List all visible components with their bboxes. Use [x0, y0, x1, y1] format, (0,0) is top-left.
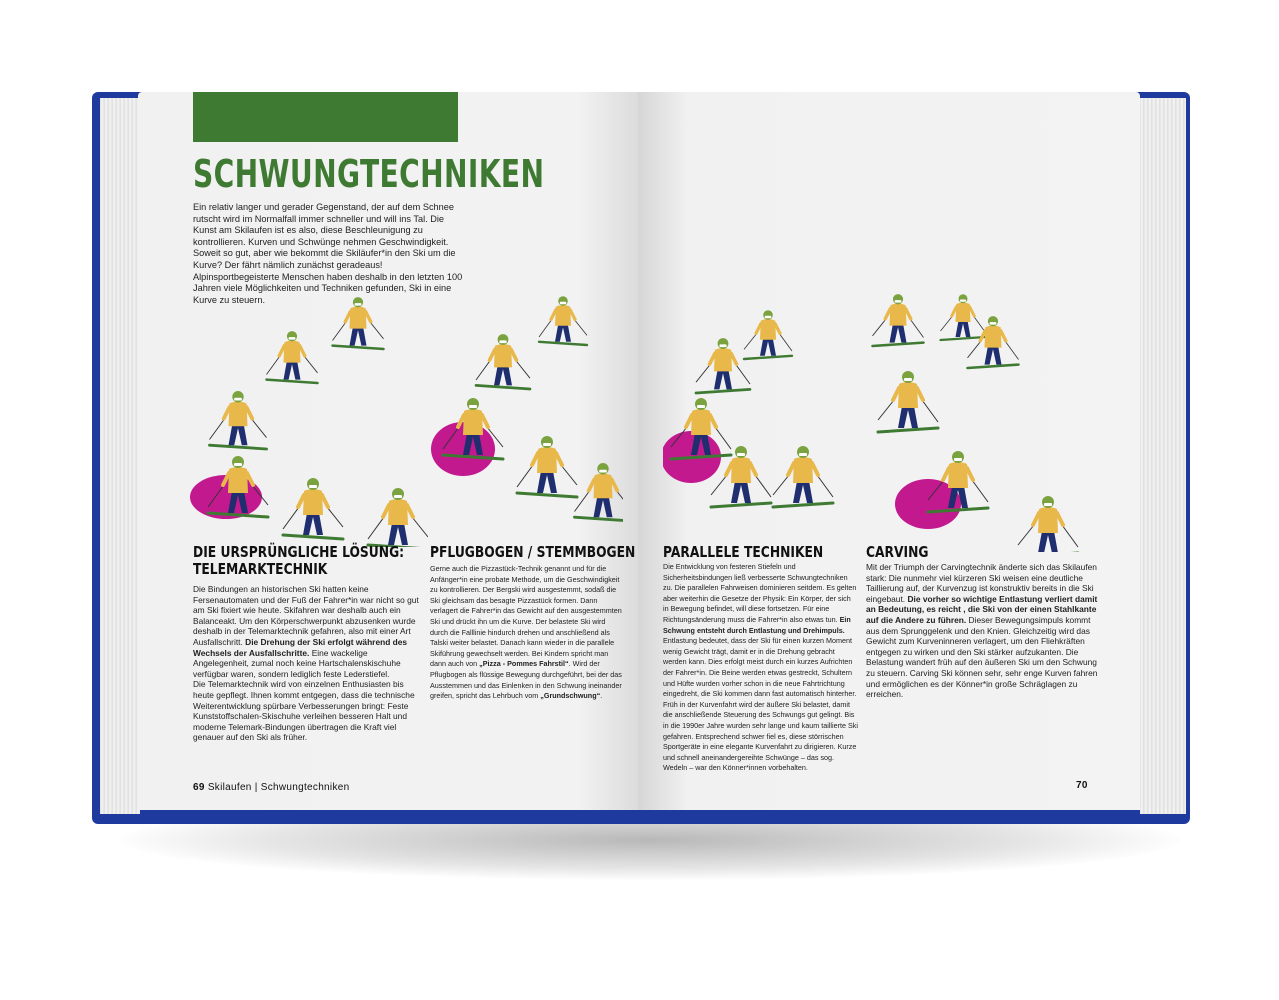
skier-figure — [283, 478, 343, 539]
skier-figure — [517, 436, 577, 497]
telemark-text: Die Bindungen an historischen Ski hatten keine Fersenautomaten und der Fuß der Fahrer*in war nicht so gut am Ski fixiert wie heute. Skifahren war deshalb auch ein Balanceakt. Um den Körperschwerpunkt abzusenken wurde deshalb in der Telemarktechnik gefahren, also mit einer Art Ausfallschritt. Die Drehung der Ski erfolgt während des Wechsels der Ausfallschritte. Eine wackelige Angelegenheit, zumal noch keine Hartschalenskischuhe verfügbar waren, sondern lediglich feste Lederstiefel. Die Telemarktechnik wird von einzelnen Enthusiasten bis heute gepflegt. Ihnen kommt entgegen, dass die technische Weiterentwicklung spürbare Verbesserungen bringt: Feste Kunststoffschalen-Skischuhe verleihen besseren Halt und moderne Telemark-Bindungen übertragen die Kraft viel genauer auf den Ski als früher. — [193, 584, 419, 743]
skier-figure — [368, 488, 428, 547]
skier-figure — [773, 446, 833, 507]
plough-illustration — [423, 287, 623, 537]
skier-figure — [1018, 496, 1078, 552]
page-title: SCHWUNGTECHNIKEN — [193, 152, 545, 196]
skier-figure — [539, 296, 587, 345]
turn-marker-circle — [431, 422, 495, 476]
skier-figure — [267, 331, 318, 383]
skier-figure — [878, 371, 938, 432]
carving-illustration — [868, 272, 1118, 552]
section-heading-carving: CARVING — [866, 543, 929, 561]
carving-text: Mit der Triumph der Carvingtechnik änderte sich das Skilaufen stark: Die nunmehr viel kürzeren Ski weisen eine deutliche Taillierung auf, der Kurvenzug ist konstruktiv bereits in die Ski eingebaut. Die vorher so wichtige Entlastung verliert damit an Bedeutung, es reicht , die Ski von der einen Stahlkante auf die Andere zu führen. Dieser Bewegungsimpuls kommt aus dem Sprunggelenk und den Knien. Gleichzeitig wird das Gewicht zum Kurveninneren verlagert, um den Fliehkräften entgegen zu wirken und den Ski stärker aufzukanten. Die Belastung wandert früh auf den äußeren Ski um den Schwung zu steuern. Carving Ski können sehr, sehr enge Kurven fahren und ermöglichen es der Könner*in große Schräglagen zu erreichen. — [866, 562, 1098, 700]
page-edges-left — [100, 98, 140, 814]
skier-figure — [575, 463, 624, 521]
skier-figures — [190, 297, 428, 547]
skier-figure — [696, 338, 750, 393]
skier-figure — [873, 294, 924, 346]
parallel-text: Die Entwicklung von festeren Stiefeln und Sicherheitsbindungen ließ verbesserte Schwungtechniken zu. Die parallelen Fahrweisen dominieren seitdem. Es gelten aber weiterhin die Gesetze der Physik: Ein Körper, der sich in Bewegung befindet, will diese fortsetzen. Für eine Richtungsänderung muss die Fahrer*in also etwas tun. Ein Schwung entsteht durch Entlastung und Drehimpuls. Entlastung bedeutet, dass der Ski für einen kurzen Moment wenig Gewicht trägt, damit er in die Drehung gebracht werden kann. Dies erfolgt meist durch ein kurzes Aufrichten der Fahrer*in. Die Beine werden etwas gestreckt, Schultern und Hüfte wurden vorher schon in die neue Fahrtrichtung eingedreht, die Ski kommen dann fast automatisch hinterher. Früh in der Kurvenfahrt wird der äußere Ski belastet, damit die anschließende Steuerung des Schwungs gut gelingt. Bis in die 1990er Jahre wurden sehr lange und kaum taillierte Ski gefahren. Entsprechend schwer fiel es, diese störrischen Sportgeräte in eine elegante Kurvenfahrt zu dirigieren. Kurze und schnell aneinandergereihte Schwünge – das sog. Wedeln – war den Könner*innen vorbehalten. — [663, 562, 858, 773]
section-heading-telemark: DIE URSPRÜNGLICHE LÖSUNG: TELEMARKTECHNIK — [193, 543, 405, 578]
telemark-illustration — [188, 287, 428, 547]
intro-paragraph: Ein relativ langer und gerader Gegenstand, der auf dem Schnee rutscht wird im Normalfall immer schneller und will ins Tal. Die Kunst am Skilaufen ist es also, diese Beschleunigung zu kontrollieren. Kurven und Schwünge nehmen Geschwindigkeit. Soweit so gut, aber wie bekommt die Skiläufer*in den Ski um die Kurve? Der fährt nämlich zunächst geradeaus! Alpinsportbegeisterte Menschen haben deshalb in den letzten 100 Jahren viele Möglichkeiten und Techniken gefunden, Ski in eine Kurve zu steuern. — [193, 202, 463, 305]
skier-figure — [333, 297, 384, 349]
title-accent-bar — [193, 92, 458, 142]
right-page — [638, 92, 1140, 810]
folio-right: 70 — [1076, 780, 1088, 791]
skier-figure — [210, 391, 267, 449]
page-edges-right — [1140, 98, 1186, 814]
skier-figure — [941, 294, 986, 340]
left-page — [138, 92, 638, 810]
skier-figure — [476, 334, 530, 389]
parallel-illustration — [663, 287, 863, 537]
folio-left: 69 Skilaufen | Schwungtechniken — [193, 782, 350, 793]
pflugbogen-text: Gerne auch die Pizzastück-Technik genannt und für die Anfänger*in eine probate Methode, um die Geschwindigkeit zu kontrollieren. Der Bergski wird ausgestemmt, sodaß die Ski gleichsam das besagte Pizzastück formen. Dann verlagert die Fahrer*in das Gewicht auf den ausgestemmten Ski und drückt ihn um die Kurve. Der belastete Ski wird durch die Falllinie hindurch drehen und anschließend als Talski weiter belastet. Danach kann wieder in die parallele Skiführung gewechselt werden. Bei Kindern spricht man dann auch von „Pizza - Pommes Fahrstil“. Wird der Pflugbogen als flüssige Bewegung durchgeführt, bei der das Ausstemmen und das Einlenken in den Schwung ineinander greifen, spricht das Lehrbuch vom „Grundschwung“. — [430, 564, 622, 701]
section-heading-pflugbogen: PFLUGBOGEN / STEMMBOGEN — [430, 543, 636, 561]
skier-figure — [968, 316, 1019, 368]
skier-figure — [744, 310, 792, 359]
section-heading-parallel: PARALLELE TECHNIKEN — [663, 543, 824, 561]
